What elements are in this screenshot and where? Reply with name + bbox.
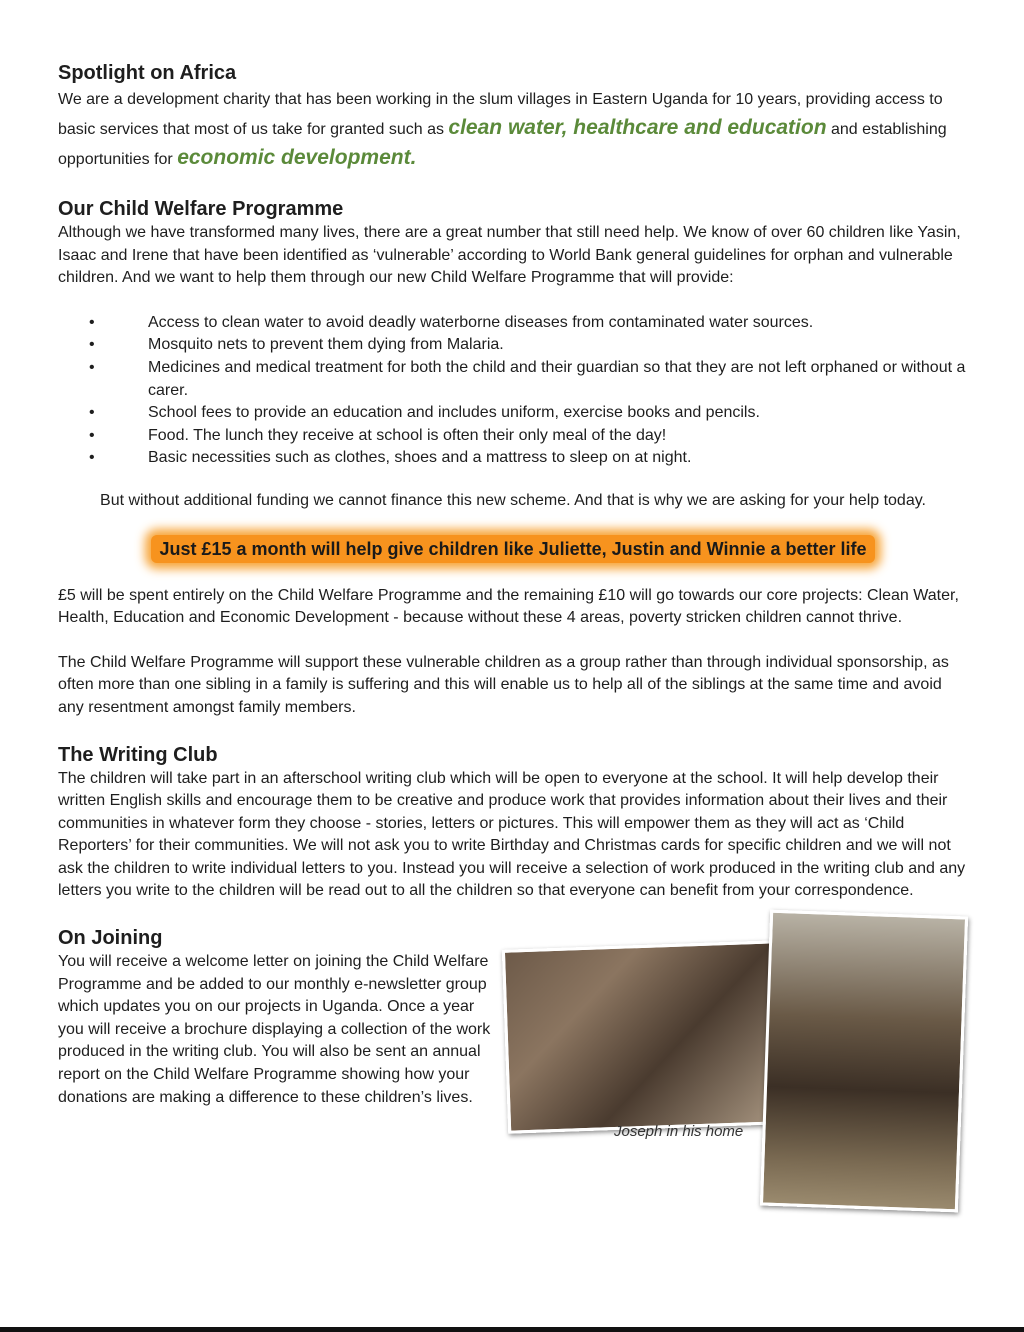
joining-text: You will receive a welcome letter on joining the Child Welfare Programme and be added to our monthly e-newsletter group which updates you on our projects in Uganda. Once a year you will receive a brochure displaying a collection of the work produced in the writing club. You will also be sent an annual report on the Child Welfare Programme showing how your donations are making a difference to these children’s lives. <box>58 953 491 1106</box>
joining-heading: On Joining <box>58 927 163 950</box>
list-item: • School fees to provide an education and includes uniform, exercise books and pencils. <box>58 402 968 425</box>
welfare-intro: Although we have transformed many lives, there are a great number that still need help. We know of over 60 children like Yasin, Isaac and Irene that have been identified as ‘vulnerable’ according to World Bank general guidelines for orphan and vulnerable children. And we want to help them through our new Child Welfare Programme that will provide: <box>58 224 961 287</box>
document-page <box>58 60 968 1141</box>
list-item: • Food. The lunch they receive at school is often their only meal of the day! <box>58 425 968 448</box>
joining-section <box>58 925 968 1141</box>
list-item: • Medicines and medical treatment for both the child and their guardian so that they are not left orphaned or without a carer. <box>58 357 968 402</box>
writing-text: The children will take part in an afterschool writing club which will be open to everyone at the school. It will help develop their written English skills and encourage them to be creative and produce work that provides information about their lives and their communities in whatever form they choose - stories, letters or pictures. This will empower them as they will act as ‘Child Reporters’ for their communities. We will not ask you to write Birthday and Christmas cards for specific children and we will not ask the children to write individual letters to you. Instead you will receive a selection of work produced in the writing club and any letters you write to the children will be read out to all the children so that everyone can benefit from your correspondence. <box>58 769 966 900</box>
writing-section <box>58 742 968 904</box>
bottom-rule <box>0 1327 1024 1332</box>
spotlight-section <box>58 60 968 174</box>
callout-wrap <box>58 535 968 563</box>
group-paragraph: The Child Welfare Programme will support these vulnerable children as a group rather than through individual sponsorship, as often more than one sibling in a family is suffering and this will enable us to help all of the siblings at the same time and avoid any resentment amongst family members. <box>58 653 949 716</box>
services-emphasis: clean water, healthcare and education <box>448 116 827 139</box>
provision-list <box>58 312 968 470</box>
list-item: • Access to clean water to avoid deadly waterborne diseases from contaminated water sources. <box>58 312 968 335</box>
photo-caption: Joseph in his home <box>614 1123 744 1141</box>
split-paragraph: £5 will be spent entirely on the Child Welfare Programme and the remaining £10 will go towards our core projects: Clean Water, Health, Education and Economic Development - because without these 4 areas, poverty stricken children cannot thrive. <box>58 586 959 627</box>
welfare-heading: Our Child Welfare Programme <box>58 198 344 220</box>
kitchen-photo <box>502 940 782 1133</box>
welfare-section <box>58 196 968 720</box>
spotlight-heading: Spotlight on Africa <box>58 62 237 84</box>
list-item: • Basic necessities such as clothes, shoes and a mattress to sleep on at night. <box>58 447 968 470</box>
spotlight-text <box>58 86 968 174</box>
list-item: • Mosquito nets to prevent them dying from Malaria. <box>58 334 968 357</box>
spotlight-text-b: and establishing opportunities for <box>58 121 947 168</box>
funding-statement: But without additional funding we cannot finance this new scheme. And that is why we are asking for your help today. <box>100 491 926 509</box>
home-photo <box>760 910 968 1213</box>
spotlight-text-a: We are a development charity that has been working in the slum villages in Eastern Uganda for 10 years, providing access to basic services that most of us take for granted such as <box>58 91 943 138</box>
writing-heading: The Writing Club <box>58 743 218 766</box>
donation-callout: Just £15 a month will help give children like Juliette, Justin and Winnie a better life <box>151 535 874 563</box>
economic-emphasis: economic development. <box>177 146 417 169</box>
